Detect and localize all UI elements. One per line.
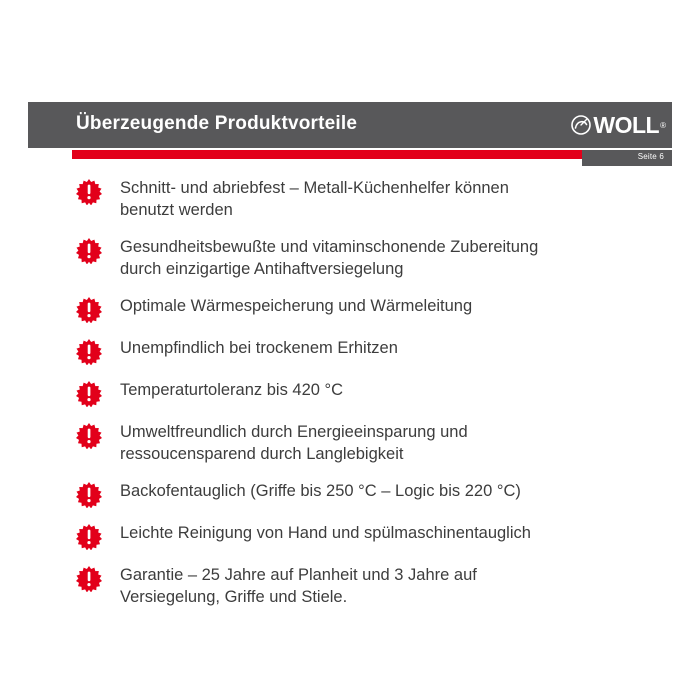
list-item-text [120,523,531,545]
list-item-line: Umweltfreundlich durch Energieeinsparung und [120,422,468,441]
list-item [76,178,656,222]
list-item [76,380,656,407]
list-item [76,338,656,365]
brand-logo [574,108,666,142]
exclamation-burst-icon [76,524,102,550]
exclamation-burst-icon [76,423,102,449]
list-item-line: Optimale Wärmespeicherung und Wärmeleitung [120,296,473,315]
list-item-line: Leichte Reinigung von Hand und spülmaschinentauglich [120,523,531,542]
bullet-list [76,178,656,624]
list-item-line: Gesundheitsbewußte und vitaminschonende Zubereitung [120,237,539,256]
list-item-line: Temperaturtoleranz bis 420 °C [120,380,344,399]
list-item-text [120,178,509,222]
exclamation-burst-icon [76,238,102,264]
list-item-text [120,565,477,609]
list-item [76,296,656,323]
list-item [76,565,656,609]
list-item-text [120,237,538,281]
list-item-line: benutzt werden [120,200,233,219]
accent-red-bar [72,150,582,159]
list-item [76,481,656,508]
list-item-line: Versiegelung, Griffe und Stiele. [120,587,348,606]
exclamation-burst-icon [76,381,102,407]
brand-logo-text: WOLL [593,111,660,138]
woll-swirl-icon [571,115,591,135]
list-item-text [120,380,343,402]
exclamation-burst-icon [76,339,102,365]
list-item-text [120,481,521,503]
page-title: Überzeugende Produktvorteile [76,113,358,134]
exclamation-burst-icon [76,482,102,508]
page-number-label: Seite 6 [637,152,664,161]
list-item-line: Unempfindlich bei trockenem Erhitzen [120,338,398,357]
exclamation-burst-icon [76,566,102,592]
list-item [76,237,656,281]
list-item-line: Garantie – 25 Jahre auf Planheit und 3 Jahre auf [120,565,477,584]
list-item-text [120,338,398,360]
list-item-line: Schnitt- und abriebfest – Metall-Küchenhelfer können [120,179,509,197]
exclamation-burst-icon [76,297,102,323]
list-item-line: Backofentauglich (Griffe bis 250 °C – Logic bis 220 °C) [120,481,521,500]
list-item [76,422,656,466]
list-item [76,523,656,550]
list-item-line: ressoucensparend durch Langlebigkeit [120,444,404,463]
exclamation-burst-icon [76,179,102,205]
registered-mark: ® [660,120,666,130]
list-item-line: durch einzigartige Antihaftversiegelung [120,259,404,278]
list-item-text [120,296,472,318]
list-item-text [120,422,468,466]
